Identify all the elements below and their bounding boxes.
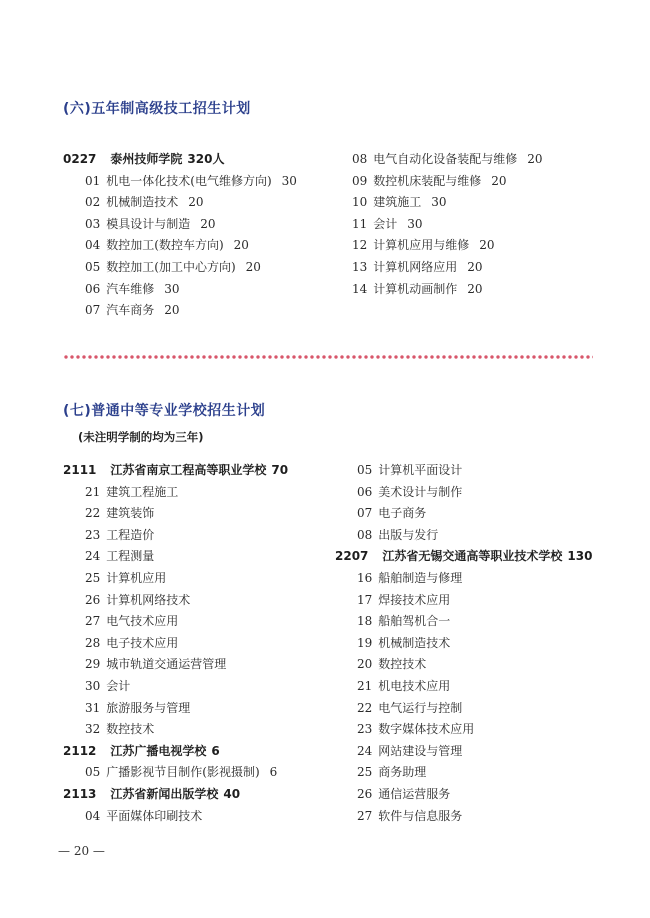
enrollment-count: 20: [233, 238, 249, 253]
major-row: [335, 568, 592, 590]
major-code: 23: [85, 527, 101, 542]
major-code: 27: [85, 614, 101, 629]
school-code: 0227: [63, 152, 97, 166]
major-name: 平面媒体印刷技术: [106, 808, 203, 823]
major-name: 数控加工(数控车方向): [106, 238, 224, 253]
major-name: 城市轨道交通运营管理: [106, 657, 227, 672]
enrollment-count: 6: [269, 765, 278, 780]
major-row: [330, 279, 543, 301]
major-code: 24: [357, 743, 373, 758]
major-row: [335, 676, 592, 698]
major-row: [63, 300, 297, 322]
school-name: 江苏省南京工程高等职业学校: [110, 463, 267, 477]
major-row: [335, 784, 592, 806]
major-name: 数字媒体技术应用: [378, 722, 475, 737]
major-row: [63, 235, 297, 257]
major-row: [330, 214, 543, 236]
major-row: [63, 257, 297, 279]
major-name: 计算机应用与维修: [373, 238, 470, 253]
major-name: 机电一体化技术(电气维修方向): [106, 173, 272, 188]
major-name: 会计: [106, 678, 131, 693]
school-code: 2113: [63, 786, 97, 801]
major-row: [63, 762, 288, 784]
major-name: 旅游服务与管理: [106, 700, 191, 715]
major-code: 28: [85, 635, 101, 650]
major-code: 25: [85, 570, 101, 585]
major-name: 建筑装饰: [106, 506, 155, 521]
major-code: 07: [357, 506, 373, 521]
major-name: 计算机应用: [106, 570, 167, 585]
major-name: 计算机网络技术: [106, 592, 191, 607]
major-code: 14: [352, 281, 368, 296]
major-code: 27: [357, 808, 373, 823]
major-row: [335, 633, 592, 655]
major-name: 工程测量: [106, 549, 155, 564]
major-code: 18: [357, 614, 373, 629]
major-code: 21: [85, 484, 101, 499]
major-row: [63, 525, 288, 547]
major-name: 广播影视节目制作(影视摄制): [106, 765, 260, 780]
major-name: 计算机动画制作: [373, 281, 458, 296]
major-name: 电气技术应用: [106, 614, 179, 629]
major-name: 会计: [373, 216, 398, 231]
major-code: 08: [357, 527, 373, 542]
major-row: [330, 171, 543, 193]
enrollment-count: 20: [479, 238, 495, 253]
major-code: 31: [85, 700, 101, 715]
major-code: 16: [357, 570, 373, 585]
major-row: [63, 654, 288, 676]
major-code: 09: [352, 173, 368, 188]
major-row: [63, 698, 288, 720]
major-name: 建筑工程施工: [106, 484, 179, 499]
major-code: 21: [357, 678, 373, 693]
major-name: 网站建设与管理: [378, 743, 463, 758]
major-code: 11: [352, 216, 368, 231]
major-name: 汽车商务: [106, 303, 155, 318]
major-code: 20: [357, 657, 373, 672]
dotted-divider: [63, 354, 593, 360]
major-row: [63, 590, 288, 612]
major-code: 23: [357, 722, 373, 737]
major-name: 数控机床装配与维修: [373, 173, 482, 188]
major-name: 计算机网络应用: [373, 259, 458, 274]
major-name: 汽车维修: [106, 281, 155, 296]
school-code: 2207: [335, 549, 369, 564]
major-row: [63, 611, 288, 633]
enrollment-count: 20: [527, 152, 543, 166]
major-code: 05: [85, 765, 101, 780]
major-row: [335, 741, 592, 763]
major-name: 电子商务: [378, 506, 427, 521]
major-row: [330, 257, 543, 279]
major-name: 模具设计与制造: [106, 216, 191, 231]
enrollment-count: 20: [467, 281, 483, 296]
major-code: 25: [357, 765, 373, 780]
major-name: 出版与发行: [378, 527, 439, 542]
enrollment-count: 20: [467, 259, 483, 274]
major-name: 电子技术应用: [106, 635, 179, 650]
major-row: [330, 192, 543, 214]
enrollment-count: 20: [245, 259, 261, 274]
major-name: 数控技术: [106, 722, 155, 737]
enrollment-count: 20: [164, 303, 180, 318]
major-row: [335, 460, 592, 482]
major-code: 19: [357, 635, 373, 650]
enrollment-count: 30: [281, 173, 297, 188]
school-row: [335, 546, 592, 568]
major-row: [63, 214, 297, 236]
major-row: [63, 633, 288, 655]
major-name: 商务助理: [378, 765, 427, 780]
major-code: 08: [352, 152, 368, 166]
section-7-note: (未注明学制的均为三年): [78, 430, 204, 444]
major-name: 计算机平面设计: [378, 463, 463, 477]
major-code: 12: [352, 238, 368, 253]
major-row: [330, 149, 543, 171]
enrollment-count: 130: [567, 549, 593, 564]
major-row: [330, 235, 543, 257]
major-row: [63, 806, 288, 828]
major-name: 通信运营服务: [378, 786, 451, 801]
major-code: 05: [357, 463, 373, 477]
major-code: 24: [85, 549, 101, 564]
section-7-left-column: [63, 460, 288, 827]
major-name: 工程造价: [106, 527, 155, 542]
major-name: 数控技术: [378, 657, 427, 672]
section-7-right-column: [335, 460, 592, 827]
major-row: [63, 482, 288, 504]
enrollment-count: 70: [271, 463, 289, 477]
enrollment-count: 20: [200, 216, 216, 231]
major-name: 电气运行与控制: [378, 700, 463, 715]
major-code: 02: [85, 195, 101, 210]
major-code: 29: [85, 657, 101, 672]
major-code: 26: [357, 786, 373, 801]
major-row: [335, 719, 592, 741]
school-row: [63, 149, 297, 171]
major-name: 机电技术应用: [378, 678, 451, 693]
major-name: 软件与信息服务: [378, 808, 463, 823]
major-code: 06: [85, 281, 101, 296]
major-code: 22: [357, 700, 373, 715]
section-6-right-column: [330, 149, 543, 300]
major-code: 17: [357, 592, 373, 607]
major-code: 07: [85, 303, 101, 318]
school-code: 2111: [63, 463, 97, 477]
school-row: [63, 460, 288, 482]
major-row: [335, 654, 592, 676]
major-name: 美术设计与制作: [378, 484, 463, 499]
school-name: 江苏省新闻出版学校: [110, 786, 219, 801]
section-7-title: (七)普通中等专业学校招生计划: [63, 403, 266, 419]
enrollment-count: 30: [431, 195, 447, 210]
major-name: 建筑施工: [373, 195, 422, 210]
school-name: 泰州技师学院: [110, 152, 183, 166]
section-6-left-column: [63, 149, 297, 322]
enrollment-count: 6: [211, 743, 220, 758]
major-row: [63, 503, 288, 525]
major-row: [335, 762, 592, 784]
major-code: 10: [352, 195, 368, 210]
major-row: [335, 525, 592, 547]
major-code: 30: [85, 678, 101, 693]
enrollment-count: 40: [223, 786, 241, 801]
enrollment-count: 20: [188, 195, 204, 210]
major-row: [335, 698, 592, 720]
major-code: 04: [85, 808, 101, 823]
major-row: [63, 546, 288, 568]
major-code: 04: [85, 238, 101, 253]
section-6-title: (六)五年制高级技工招生计划: [63, 101, 251, 117]
major-code: 22: [85, 506, 101, 521]
school-name: 江苏广播电视学校: [110, 743, 207, 758]
major-name: 船舶驾机合一: [378, 614, 451, 629]
major-name: 焊接技术应用: [378, 592, 451, 607]
major-code: 32: [85, 722, 101, 737]
major-code: 13: [352, 259, 368, 274]
school-row: [63, 784, 288, 806]
major-row: [335, 611, 592, 633]
major-row: [63, 719, 288, 741]
major-row: [63, 171, 297, 193]
page-number: — 20 —: [58, 844, 105, 858]
major-row: [63, 279, 297, 301]
school-name: 江苏省无锡交通高等职业技术学校: [382, 549, 563, 564]
enrollment-count: 30: [407, 216, 423, 231]
major-row: [335, 482, 592, 504]
major-row: [335, 806, 592, 828]
major-name: 电气自动化设备装配与维修: [373, 152, 518, 166]
major-name: 机械制造技术: [378, 635, 451, 650]
major-name: 数控加工(加工中心方向): [106, 259, 236, 274]
major-code: 03: [85, 216, 101, 231]
major-name: 船舶制造与修理: [378, 570, 463, 585]
major-name: 机械制造技术: [106, 195, 179, 210]
major-row: [63, 192, 297, 214]
major-code: 26: [85, 592, 101, 607]
major-code: 01: [85, 173, 101, 188]
enrollment-count: 320人: [187, 152, 225, 166]
enrollment-count: 30: [164, 281, 180, 296]
school-code: 2112: [63, 743, 97, 758]
major-row: [335, 590, 592, 612]
major-row: [63, 568, 288, 590]
major-row: [63, 676, 288, 698]
major-code: 06: [357, 484, 373, 499]
school-row: [63, 741, 288, 763]
enrollment-count: 20: [491, 173, 507, 188]
major-code: 05: [85, 259, 101, 274]
major-row: [335, 503, 592, 525]
